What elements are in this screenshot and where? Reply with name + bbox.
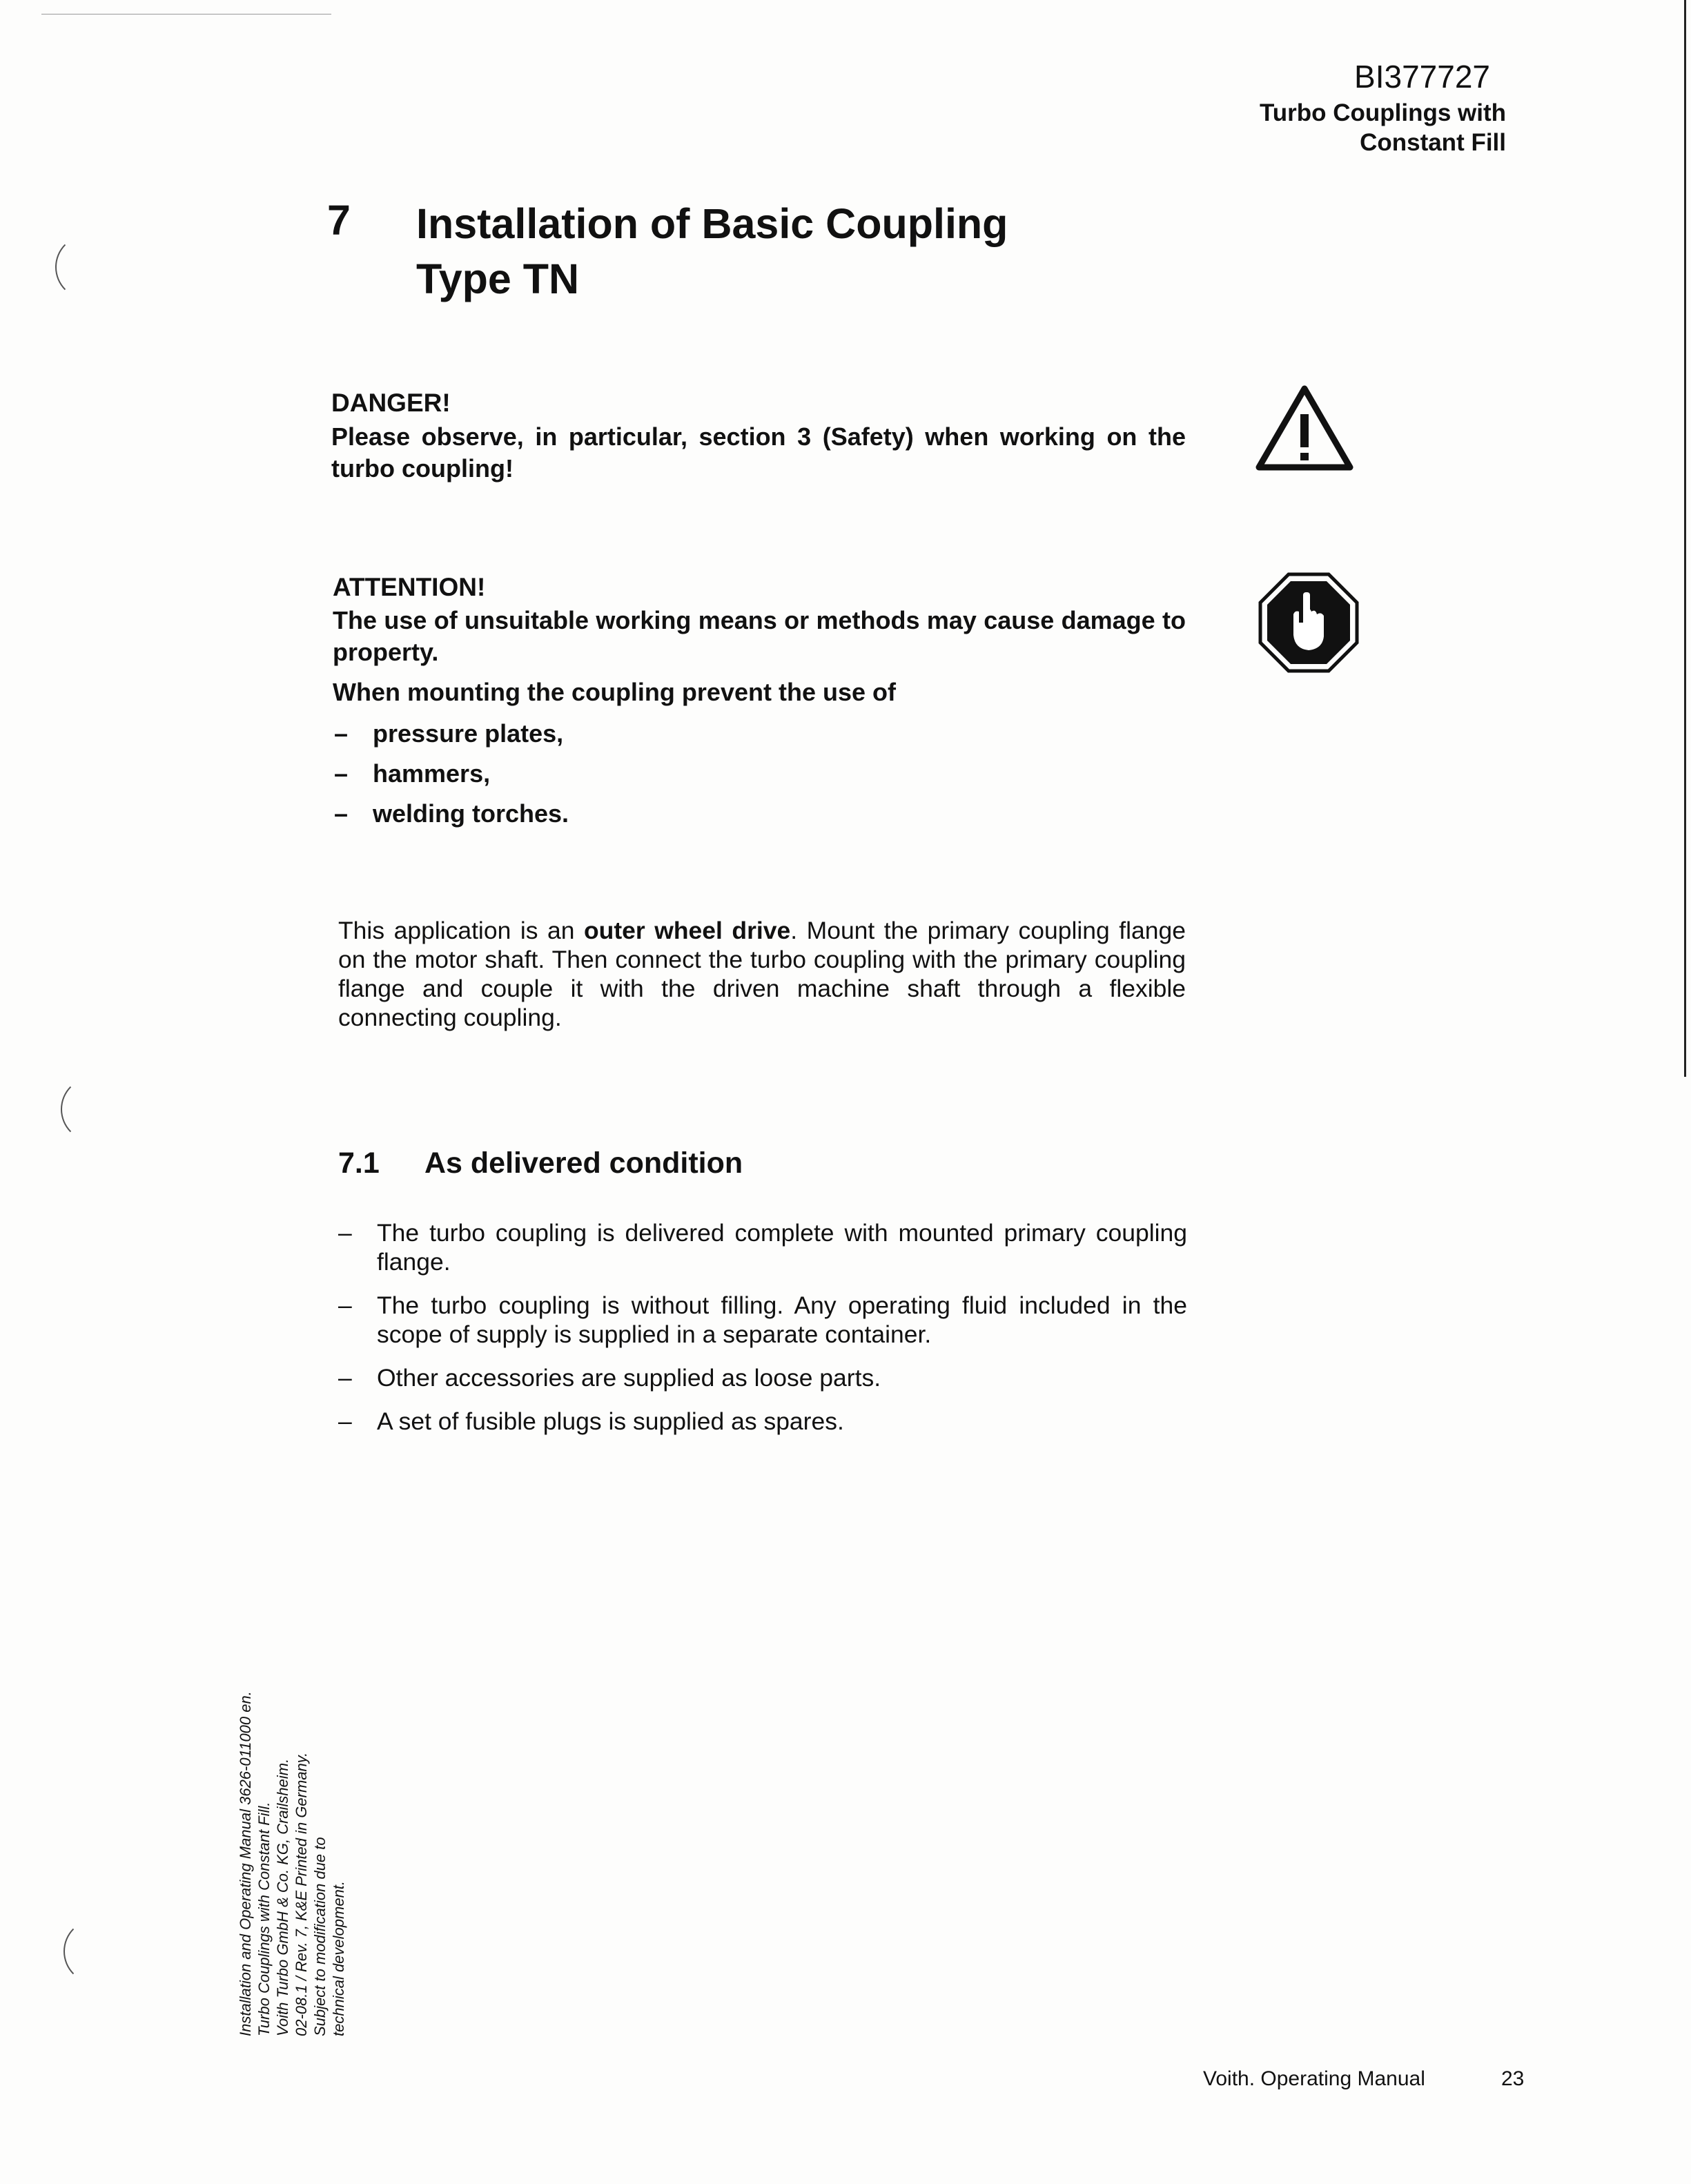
punch-hole-top — [55, 235, 120, 300]
section-item-text: The turbo coupling is delivered complete with mounted primary coupling flange. — [377, 1219, 1187, 1276]
attention-intro: When mounting the coupling prevent the use of — [333, 678, 896, 706]
punch-hole-bottom — [63, 1919, 128, 1984]
list-dash: – — [338, 1219, 352, 1247]
list-item — [338, 1407, 1187, 1439]
margin-note-line: technical development. — [330, 1880, 347, 2036]
scan-edge-right — [1684, 0, 1686, 1077]
list-dash: – — [334, 719, 349, 748]
document-id: BI377727 — [1354, 59, 1490, 95]
attention-text: The use of unsuitable working means or methods may cause damage to property. — [333, 606, 1186, 666]
margin-note-line: Installation and Operating Manual 3626-011000 en. — [237, 1691, 254, 2036]
attention-item-text: pressure plates, — [373, 719, 564, 748]
margin-note-line: Subject to modification due to — [311, 1837, 329, 2036]
section-title: As delivered condition — [424, 1147, 743, 1180]
section-item-text: Other accessories are supplied as loose parts. — [377, 1364, 881, 1392]
attention-item-text: hammers, — [373, 759, 491, 788]
footer-manual-name: Voith. Operating Manual — [1203, 2067, 1425, 2090]
list-dash: – — [338, 1291, 352, 1319]
list-dash: – — [338, 1364, 352, 1392]
list-dash: – — [334, 799, 349, 828]
attention-item-text: welding torches. — [373, 799, 569, 828]
chapter-title — [416, 196, 1175, 306]
section-number: 7.1 — [338, 1147, 380, 1180]
section-item-text: A set of fusible plugs is supplied as spares. — [377, 1407, 844, 1435]
document-subtitle-line1: Turbo Couplings with — [1259, 99, 1506, 126]
list-item — [338, 1218, 1187, 1280]
intro-paragraph — [338, 916, 1186, 1032]
stop-hand-icon — [1258, 572, 1360, 674]
list-dash: – — [338, 1407, 352, 1435]
intro-paragraph-part1: This application is an — [338, 917, 584, 944]
list-item — [338, 1363, 1187, 1395]
danger-label: DANGER! — [331, 389, 451, 417]
intro-paragraph-part2: . Mount the primary coupling flange on the motor shaft. Then connect the turbo coupling with the primary coupling flange and couple it with the driven machine shaft through a flexible connecting coupling. — [338, 917, 1186, 1031]
danger-text: Please observe, in particular, section 3 (Safety) when working on the turbo coupling! — [331, 422, 1186, 482]
attention-label: ATTENTION! — [333, 573, 486, 601]
intro-paragraph-bold: outer wheel drive — [583, 917, 791, 944]
page-number: 23 — [1501, 2067, 1525, 2090]
punch-hole-middle — [61, 1077, 126, 1142]
list-dash: – — [334, 759, 349, 788]
chapter-number: 7 — [327, 197, 351, 244]
margin-note-line: Turbo Couplings with Constant Fill. — [255, 1802, 273, 2036]
list-item — [338, 1291, 1187, 1353]
section-item-text: The turbo coupling is without filling. Any operating fluid included in the scope of supply is supplied in a separate container. — [377, 1291, 1187, 1348]
chapter-title-line1: Installation of Basic Coupling — [416, 200, 1008, 247]
margin-note-line: 02-08.1 / Rev. 7, K&E Printed in Germany. — [293, 1752, 310, 2036]
margin-note-line: Voith Turbo GmbH & Co. KG, Crailsheim. — [274, 1758, 291, 2036]
document-subtitle-line2: Constant Fill — [1360, 129, 1506, 156]
margin-note — [236, 1677, 348, 2036]
document-subtitle — [1260, 98, 1506, 157]
warning-triangle-icon — [1255, 383, 1355, 473]
chapter-title-line2: Type TN — [416, 255, 580, 302]
